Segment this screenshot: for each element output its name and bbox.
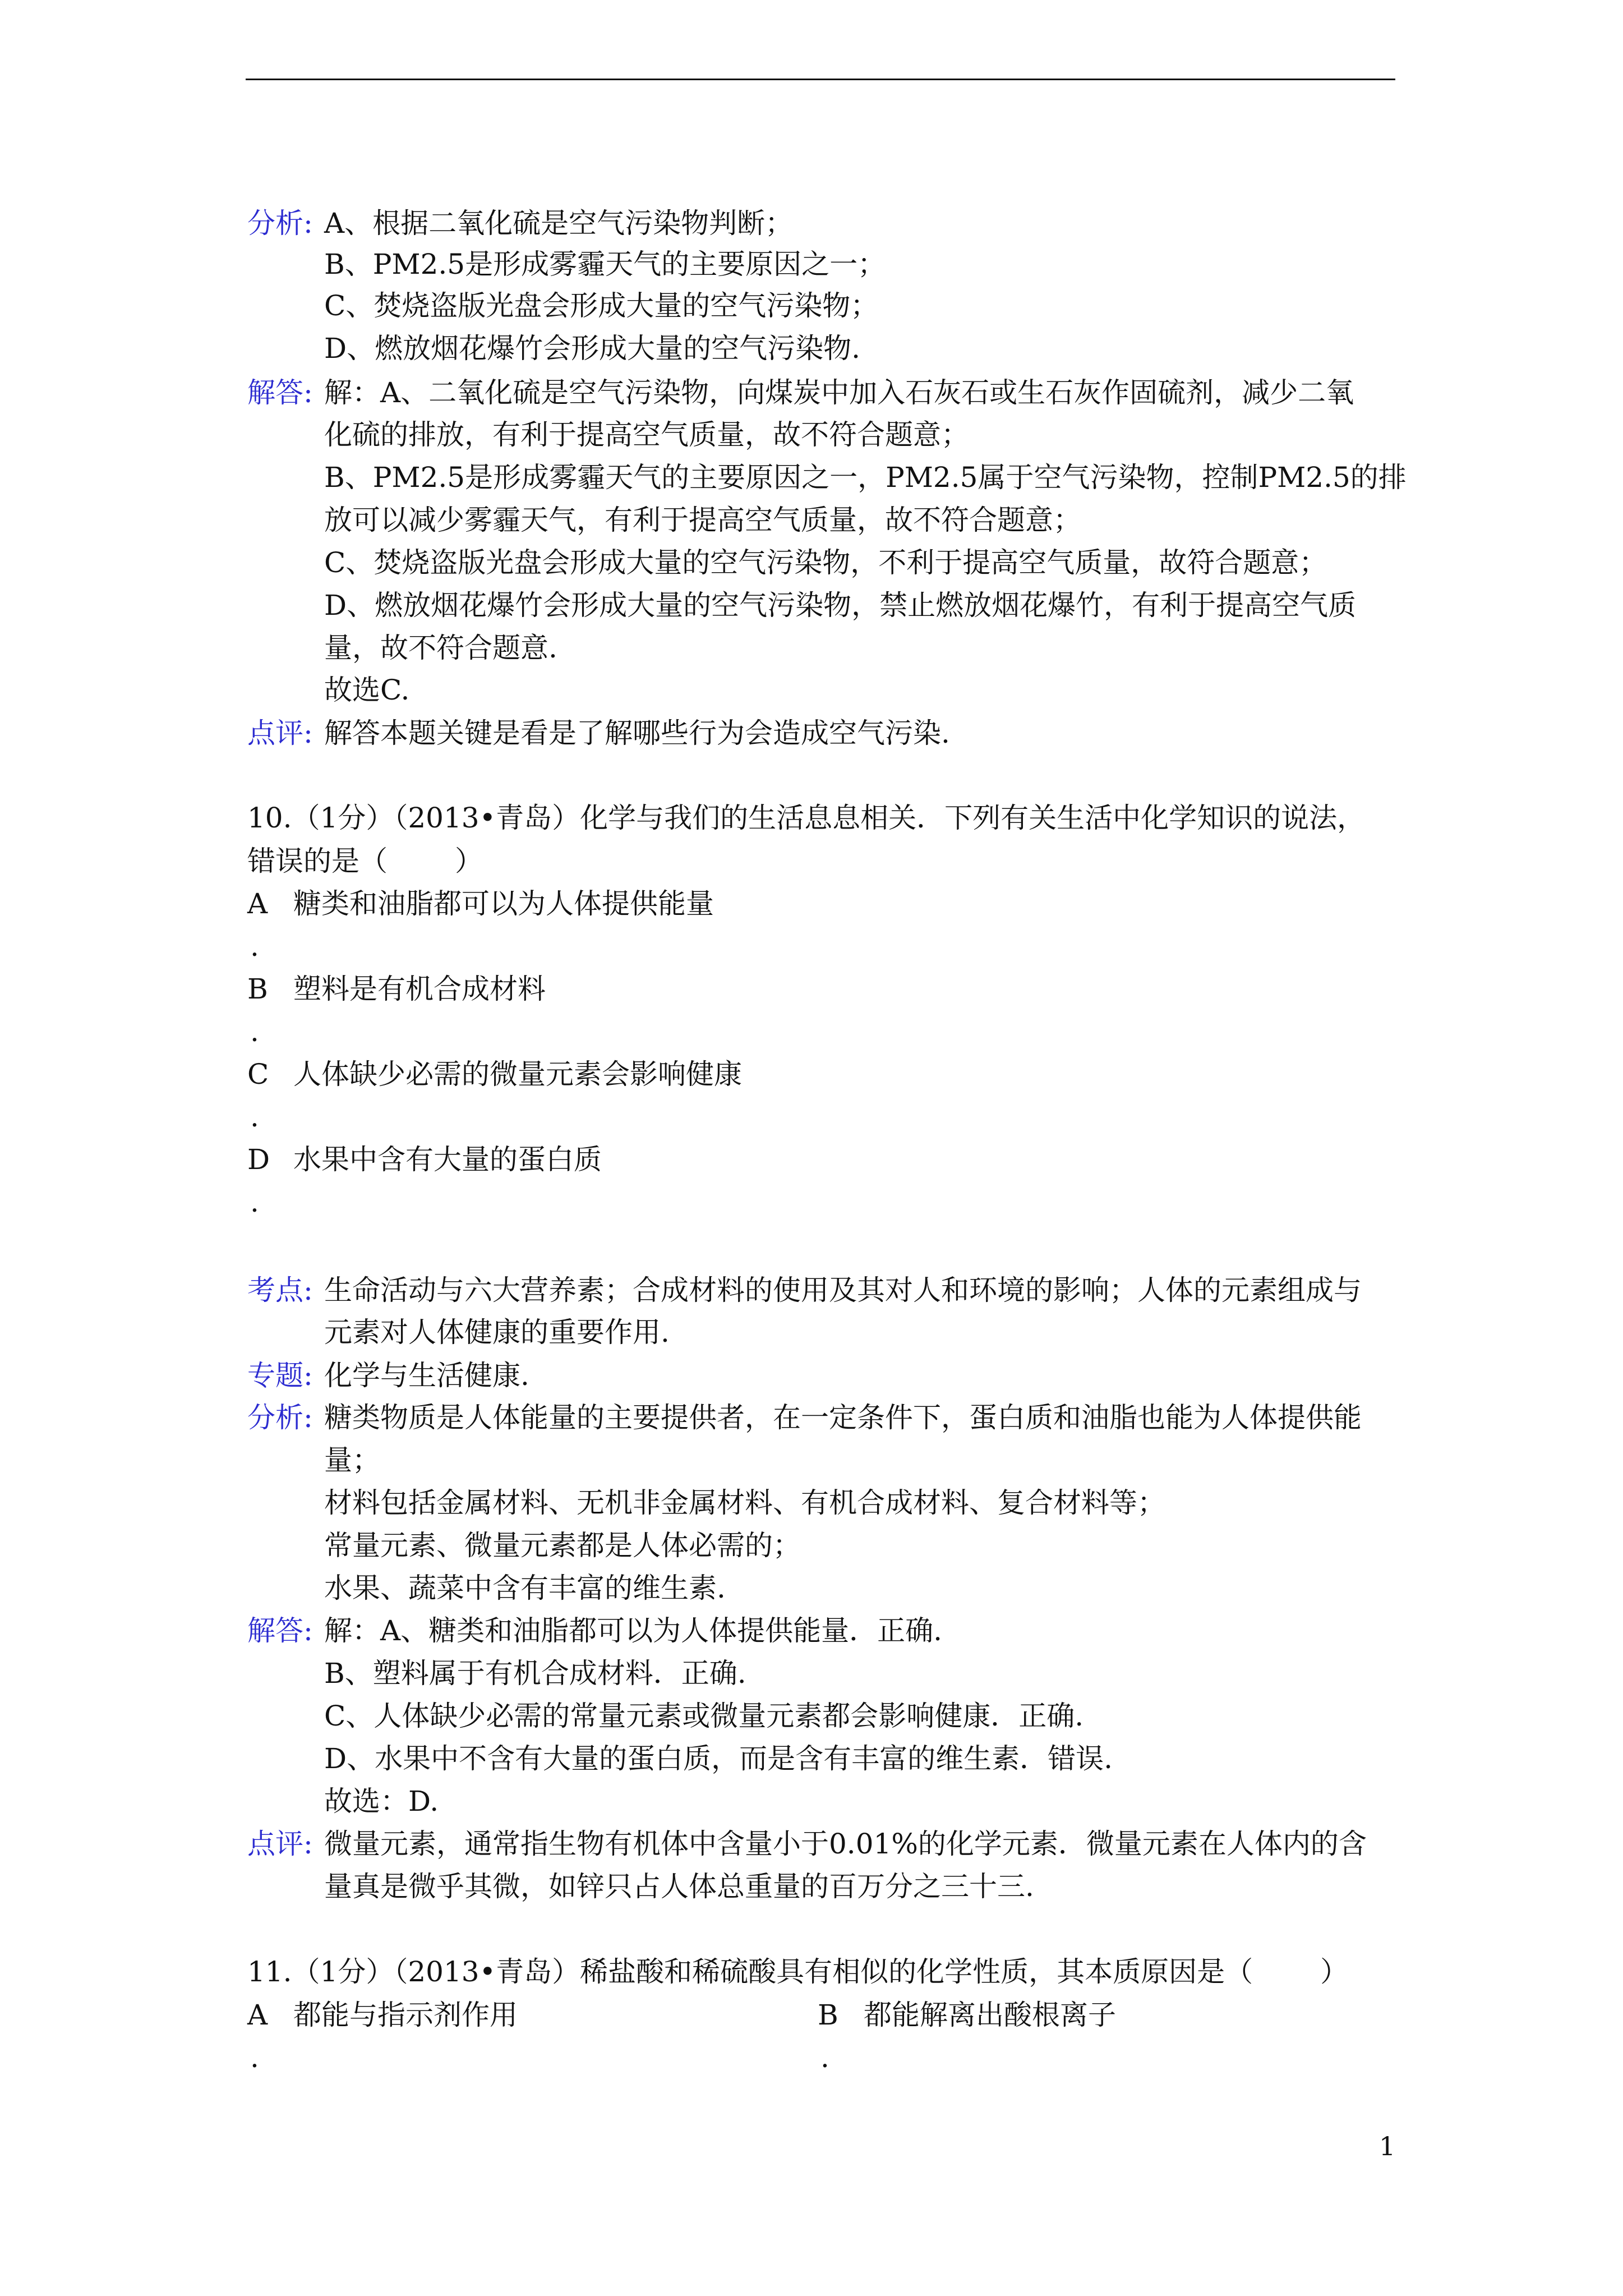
analysis-line: 常量元素、微量元素都是人体必需的；	[324, 1529, 801, 1562]
key-point-line: 生命活动与六大营养素；合成材料的使用及其对人和环境的影响；人体的元素组成与	[324, 1274, 1362, 1306]
option-text: 人体缺少必需的微量元素会影响健康	[293, 1058, 742, 1091]
option-text: 都能解离出酸根离子	[864, 1999, 1116, 2031]
option-dot: .	[250, 2041, 259, 2074]
analysis-line: C、焚烧盗版光盘会形成大量的空气污染物；	[324, 289, 879, 322]
solution-line: 故选：D.	[324, 1785, 439, 1818]
question-stem	[247, 847, 483, 875]
solution-line: 解：A、二氧化硫是空气污染物，向煤炭中加入石灰石或生石灰作固硫剂，减少二氧	[324, 376, 1354, 409]
option-text: 水果中含有大量的蛋白质	[293, 1143, 602, 1176]
solution-line: C、焚烧盗版光盘会形成大量的空气污染物，不利于提高空气质量，故符合题意；	[324, 546, 1327, 579]
option-dot: .	[250, 930, 259, 963]
question-stem-part: 错误的是（	[247, 845, 388, 877]
option-dot: .	[820, 2041, 829, 2074]
option-letter: C	[247, 1058, 269, 1091]
option-letter: A	[247, 1999, 268, 2031]
fenxi-label: 分析:	[247, 207, 313, 240]
comment-line: 微量元素，通常指生物有机体中含量小于0.01%的化学元素．微量元素在人体内的含	[324, 1828, 1367, 1860]
comment-line: 量真是微乎其微，如锌只占人体总重量的百万分之三十三.	[324, 1870, 1034, 1903]
solution-line: 量，故不符合题意.	[324, 632, 557, 664]
solution-line: B、塑料属于有机合成材料．正确.	[324, 1657, 746, 1690]
jieda-label: 解答:	[247, 376, 313, 409]
dianping-label: 点评:	[247, 717, 313, 749]
option-letter: D	[247, 1143, 270, 1176]
option-letter: B	[247, 973, 268, 1005]
jieda-label: 解答:	[247, 1614, 313, 1647]
option-letter: B	[818, 1999, 838, 2031]
option-letter: A	[247, 887, 268, 920]
analysis-line: 糖类物质是人体能量的主要提供者，在一定条件下，蛋白质和油脂也能为人体提供能	[324, 1401, 1362, 1434]
header-rule	[246, 79, 1395, 80]
topic-line: 化学与生活健康.	[324, 1359, 529, 1392]
solution-line: D、燃放烟花爆竹会形成大量的空气污染物，禁止燃放烟花爆竹，有利于提高空气质	[324, 589, 1357, 622]
key-point-line: 元素对人体健康的重要作用.	[324, 1316, 670, 1349]
solution-line: 放可以减少雾霾天气，有利于提高空气质量，故不符合题意；	[324, 504, 1081, 536]
solution-line: B、PM2.5是形成雾霾天气的主要原因之一，PM2.5属于空气污染物，控制PM2.5的排	[324, 461, 1407, 494]
fenxi-label: 分析:	[247, 1401, 313, 1434]
solution-line: 故选C.	[324, 674, 410, 706]
option-text: 糖类和油脂都可以为人体提供能量	[293, 887, 714, 920]
option-text: 塑料是有机合成材料	[293, 973, 546, 1005]
solution-line: D、水果中不含有大量的蛋白质，而是含有丰富的维生素．错误.	[324, 1742, 1113, 1775]
question-stem-part: ）	[455, 845, 483, 877]
analysis-line: 量；	[324, 1444, 380, 1476]
solution-line: 化硫的排放，有利于提高空气质量，故不符合题意；	[324, 418, 969, 451]
kaodian-label: 考点:	[247, 1274, 313, 1306]
option-dot: .	[250, 1186, 259, 1218]
analysis-line: A、根据二氧化硫是空气污染物判断；	[324, 207, 794, 240]
analysis-line: 水果、蔬菜中含有丰富的维生素.	[324, 1572, 726, 1604]
question-stem: 10.（1分）（2013•青岛）化学与我们的生活息息相关．下列有关生活中化学知识的说法，	[247, 802, 1366, 834]
analysis-line: 材料包括金属材料、无机非金属材料、有机合成材料、复合材料等；	[324, 1487, 1165, 1519]
page-number: 1	[1379, 2131, 1396, 2161]
zhuanti-label: 专题:	[247, 1359, 313, 1392]
option-text: 都能与指示剂作用	[293, 1999, 518, 2031]
analysis-line: D、燃放烟花爆竹会形成大量的空气污染物.	[324, 332, 860, 365]
solution-line: 解：A、糖类和油脂都可以为人体提供能量．正确.	[324, 1614, 943, 1647]
comment-line: 解答本题关键是看是了解哪些行为会造成空气污染.	[324, 717, 950, 749]
question-stem	[247, 1955, 1349, 1988]
question-stem-part: 11.（1分）（2013•青岛）稀盐酸和稀硫酸具有相似的化学性质，其本质原因是（	[247, 1955, 1253, 1988]
question-stem-part: ）	[1320, 1955, 1349, 1988]
option-dot: .	[250, 1015, 259, 1048]
analysis-line: B、PM2.5是形成雾霾天气的主要原因之一；	[324, 248, 886, 280]
dianping-label: 点评:	[247, 1828, 313, 1860]
solution-line: C、人体缺少必需的常量元素或微量元素都会影响健康．正确.	[324, 1700, 1084, 1732]
option-dot: .	[250, 1101, 259, 1133]
